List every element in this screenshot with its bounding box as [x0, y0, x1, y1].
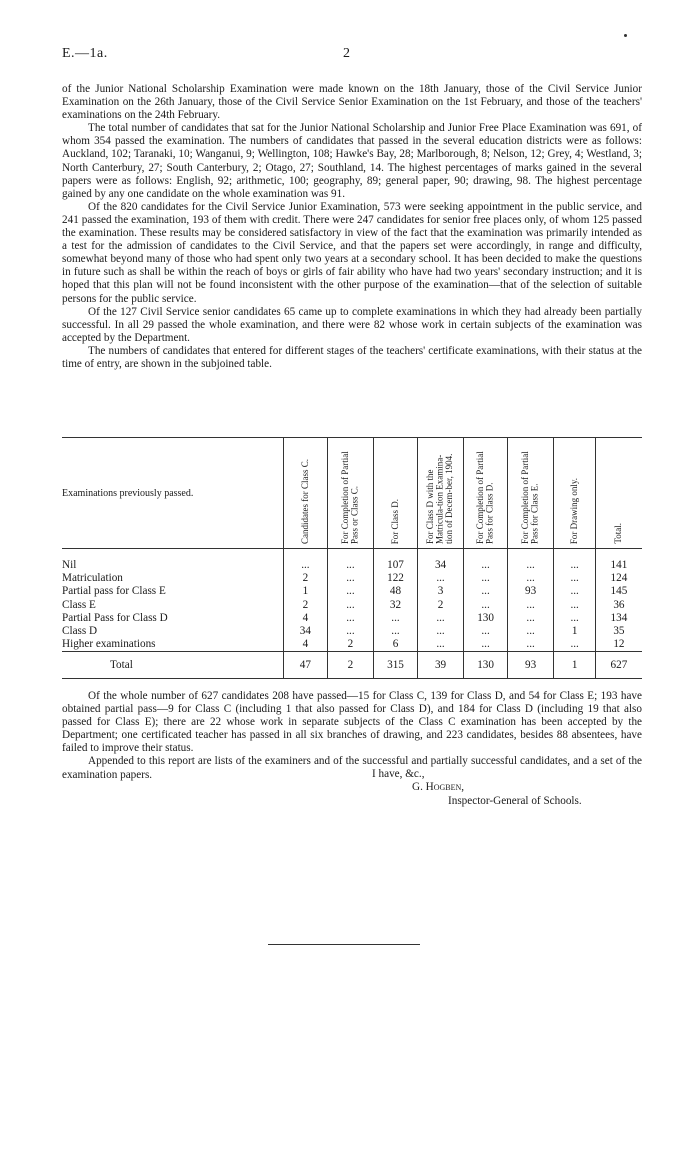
table-row	[62, 585, 642, 598]
table-cell: 32	[374, 599, 418, 612]
table-cell: ...	[507, 572, 554, 585]
table-cell: 1	[284, 585, 328, 598]
table-cell: 48	[374, 585, 418, 598]
row-label: Nil	[62, 559, 77, 572]
table-cell: 124	[595, 572, 642, 585]
table-cell: ...	[327, 599, 374, 612]
column-header: For Drawing only.	[554, 438, 595, 549]
column-header: For Completion of Partial Pass for Class D.	[464, 438, 508, 549]
table-cell: 2	[327, 638, 374, 652]
table-cell: ...	[507, 549, 554, 573]
table-cell: ...	[417, 572, 464, 585]
paragraph-civil-service-junior: Of the 820 candidates for the Civil Service Junior Examination, 573 were seeking appointment in the public service, and 241 passed the examination, 193 of them with credit. There were 247 candidates for senior free places only, of whom 125 passed the examination. These results may be considered satisfactory in view of the fact that the examination was primarily intended as a test for the admission of candidates to the Civil Service, and that the papers set were accordingly, in range and difficulty, somewhat beyond many of those who had spent only two years at a secondary school. It has been decided to make the questions in future such as shall be within the reach of boys or girls of fair ability who have had two years' secondary instruction; and it is hoped that this plan will not be found inconsistent with the other purpose of the examination—that of the selection of suitable persons for the public service.	[62, 200, 642, 305]
paragraph-summary: Of the whole number of 627 candidates 208 have passed—15 for Class C, 139 for Class D, and 54 for Class E; 193 have obtained partial pass—9 for Class C (including 1 that also passed for Class D), and 184 for Class D (including 19 that also passed for Class E); there are 22 whose work in separate subjects of the Class C examination has been accepted by the Department; one certificated teacher has passed in all six branches of drawing, and 223 candidates, besides 88 absentees, have failed to improve their status.	[62, 690, 642, 755]
table-cell: ...	[417, 625, 464, 638]
signature-title: Inspector-General of Schools.	[448, 795, 582, 807]
table-cell: ...	[374, 625, 418, 638]
table-header-row	[62, 438, 642, 549]
table-cell: ...	[554, 638, 595, 652]
table-cell: ...	[417, 638, 464, 652]
paragraph-results-dates: of the Junior National Scholarship Examination were made known on the 18th January, those of the Civil Service Junior Examination on the 26th January, those of the Civil Service Senior Examination on the 1st February, and those of the teachers' examinations on the 24th February.	[62, 83, 642, 122]
paragraph-civil-service-senior: Of the 127 Civil Service senior candidates 65 came up to complete examinations in which they had already been partially successful. In all 29 passed the whole examination, and there were 82 whose work in certain subjects of the examination was accepted by the Department.	[62, 305, 642, 344]
row-label: Class D	[62, 625, 98, 638]
table-row	[62, 549, 642, 573]
table-cell: 35	[595, 625, 642, 638]
teachers-examination-table	[62, 437, 642, 679]
table-cell: ...	[507, 638, 554, 652]
page-number: 2	[343, 46, 350, 61]
table-cell: 2	[284, 572, 328, 585]
table-cell: 36	[595, 599, 642, 612]
table-row	[62, 612, 642, 625]
total-cell: 2	[327, 652, 374, 679]
total-label: Total	[62, 652, 284, 679]
total-cell: 130	[464, 652, 508, 679]
row-label: Partial Pass for Class D	[62, 611, 168, 624]
table-cell: ...	[554, 572, 595, 585]
paragraph-appendix: Appended to this report are lists of the examiners and of the successful and partially successful candidates, and a set of the examination papers.	[62, 755, 642, 781]
column-header: For Completion of Partial Pass or Class C.	[327, 438, 374, 549]
report-body	[62, 83, 642, 371]
table-cell: ...	[554, 585, 595, 598]
table-row	[62, 638, 642, 652]
total-cell: 47	[284, 652, 328, 679]
table-cell: ...	[464, 549, 508, 573]
table-cell: ...	[554, 549, 595, 573]
table-cell: ...	[507, 599, 554, 612]
table-cell: ...	[417, 612, 464, 625]
table-cell: ...	[284, 549, 328, 573]
table-cell: ...	[554, 612, 595, 625]
column-header: For Class D with the Matricula-tion Examina-tion of Decem-ber, 1904.	[417, 438, 464, 549]
table-total-row	[62, 652, 642, 679]
row-label: Partial pass for Class E	[62, 585, 166, 598]
table-cell: ...	[327, 625, 374, 638]
table-cell: 107	[374, 549, 418, 573]
table-row	[62, 599, 642, 612]
table-cell: 1	[554, 625, 595, 638]
total-cell: 627	[595, 652, 642, 679]
total-cell: 93	[507, 652, 554, 679]
signature-salutation: I have, &c.,	[372, 768, 425, 780]
total-cell: 1	[554, 652, 595, 679]
table-cell: 3	[417, 585, 464, 598]
row-label: Higher examinations	[62, 638, 156, 651]
table-cell: ...	[554, 599, 595, 612]
table-cell: ...	[464, 572, 508, 585]
table-cell: ...	[374, 612, 418, 625]
table-cell: ...	[464, 585, 508, 598]
table-cell: 34	[417, 549, 464, 573]
column-header: For Completion of Partial Pass for Class E.	[507, 438, 554, 549]
signature-name: G. Hogben,	[412, 781, 465, 793]
table-cell: ...	[327, 585, 374, 598]
table-cell: 4	[284, 638, 328, 652]
table-cell: 145	[595, 585, 642, 598]
table-cell: 12	[595, 638, 642, 652]
table-cell: ...	[464, 638, 508, 652]
row-label: Matriculation	[62, 572, 123, 585]
table-cell: 134	[595, 612, 642, 625]
column-header: Candidates for Class C.	[284, 438, 328, 549]
print-speck	[624, 34, 627, 37]
total-cell: 315	[374, 652, 418, 679]
table-cell: 2	[417, 599, 464, 612]
paragraph-teachers-intro: The numbers of candidates that entered for different stages of the teachers' certificate examinations, with their status at the time of entry, are shown in the subjoined table.	[62, 344, 642, 370]
table-cell: 122	[374, 572, 418, 585]
table-cell: ...	[327, 549, 374, 573]
column-header: For Class D.	[374, 438, 418, 549]
table-cell: 6	[374, 638, 418, 652]
table-cell: ...	[507, 612, 554, 625]
total-cell: 39	[417, 652, 464, 679]
table-cell: 93	[507, 585, 554, 598]
row-header-label: Examinations previously passed.	[62, 487, 194, 499]
row-label: Class E	[62, 598, 96, 611]
table-cell: ...	[327, 612, 374, 625]
table-row	[62, 572, 642, 585]
table-cell: 4	[284, 612, 328, 625]
table-cell: 34	[284, 625, 328, 638]
table-cell: ...	[507, 625, 554, 638]
document-reference: E.—1a.	[62, 46, 108, 61]
paragraph-junior-scholarship: The total number of candidates that sat for the Junior National Scholarship and Junior Free Place Examination was 691, of whom 354 passed the examination. The numbers of candidates that passed in the several education districts were as follows: Auckland, 102; Taranaki, 10; Wanganui, 9; Wellington, 108; Hawke's Bay, 28; Marlborough, 8; Nelson, 12; Grey, 4; Westland, 3; North Canterbury, 27; South Canterbury, 2; Otago, 27; Southland, 14. The highest percentages of marks gained in the several papers were as follows: English, 92; arithmetic, 100; geography, 89; general paper, 90; drawing, 98. The highest percentage gained by any one candidate on the whole examination was 91.	[62, 122, 642, 200]
table-cell: 130	[464, 612, 508, 625]
table-cell: 141	[595, 549, 642, 573]
table-cell: ...	[464, 625, 508, 638]
table-row	[62, 625, 642, 638]
closing-body	[62, 690, 642, 782]
column-header: Total.	[595, 438, 642, 549]
table-cell: 2	[284, 599, 328, 612]
table-cell: ...	[464, 599, 508, 612]
table-cell: ...	[327, 572, 374, 585]
closing-rule	[268, 944, 420, 945]
